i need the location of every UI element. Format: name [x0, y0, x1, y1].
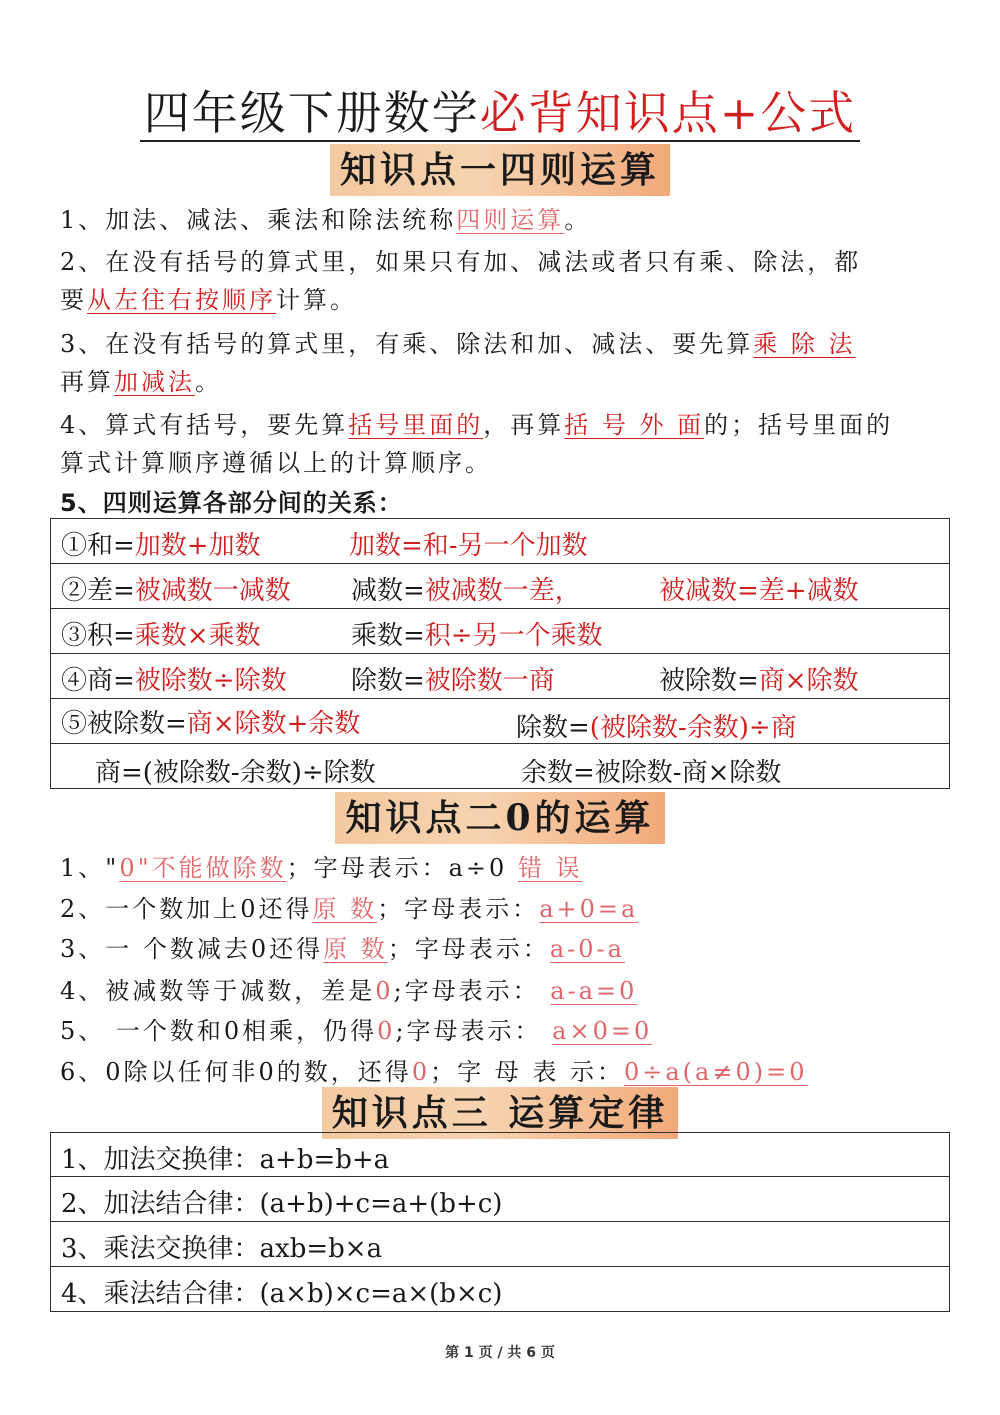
table-row: ③积=乘数×乘数 乘数=积÷另一个乘数 — [51, 609, 949, 654]
section-1-heading: 知识点一四则运算 — [0, 144, 1000, 196]
relations-table — [50, 518, 950, 789]
relations-title: 5、四则运算各部分间的关系： — [60, 489, 403, 517]
laws-table — [50, 1132, 950, 1312]
sec2-item-3: 3、一 个数减去0还得原 数；字母表示：a-0-a — [60, 935, 625, 963]
keyword: 加减法 — [114, 368, 195, 396]
keyword: 从左往右按顺序 — [87, 286, 276, 314]
table-row: ⑤被除数=商×除数+余数 除数=(被除数-余数)÷商 — [51, 699, 949, 744]
title-red: 必背知识点+公式 — [479, 86, 857, 140]
sec2-item-5: 5、 一个数和0相乘，仍得0;字母表示： a×0=0 — [60, 1017, 653, 1045]
page-number: 第 1 页 / 共 6 页 — [445, 1345, 555, 1361]
sec1-item-1: 1、加法、减法、乘法和除法统称四则运算。 — [60, 206, 592, 234]
table-row: 1、加法交换律：a+b=b+a — [51, 1133, 949, 1177]
keyword: 乘 除 法 — [753, 330, 856, 358]
table-row: 2、加法结合律：(a+b)+c=a+(b+c) — [51, 1177, 949, 1222]
sec1-item-4: 4、算式有括号，要先算括号里面的，再算括 号 外 面的；括号里面的 算式计算顺序遵循以上的计算顺序。 — [60, 411, 894, 477]
keyword: 括号里面的 — [348, 411, 484, 439]
sec2-item-4: 4、被减数等于减数，差是0;字母表示： a-a=0 — [60, 977, 638, 1005]
table-row: 4、乘法结合律：(a×b)×c=a×(b×c) — [61, 1279, 503, 1309]
sec1-item-3: 3、在没有括号的算式里，有乘、除法和加、减法、要先算乘 除 法 再算加减法。 — [60, 330, 856, 396]
keyword: 括 号 外 面 — [564, 411, 705, 439]
sec1-item-2: 2、在没有括号的算式里，如果只有加、减法或者只有乘、除法，都 要从左往右按顺序计算。 — [60, 248, 862, 314]
table-row: 商=(被除数-余数)÷除数 余数=被除数-商×除数 — [95, 758, 782, 788]
section-2-heading: 知识点二0的运算 — [0, 792, 1000, 844]
sec2-item-2: 2、一个数加上0还得原 数；字母表示：a+0=a — [60, 895, 639, 923]
title-black: 四年级下册数学 — [143, 86, 480, 140]
section-3-heading: 知识点三 运算定律 — [0, 1087, 1000, 1139]
table-row: ②差=被减数一减数 减数=被减数一差， 被减数=差+减数 — [51, 564, 949, 609]
page-title — [0, 86, 1000, 142]
table-row: ④商=被除数÷除数 除数=被除数一商 被除数=商×除数 — [51, 654, 949, 699]
table-row: 3、乘法交换律：axb=b×a — [51, 1222, 949, 1267]
keyword: 四则运算 — [456, 206, 565, 234]
sec2-item-6: 6、0除以任何非0的数，还得0；字 母 表 示：0÷a(a≠0)=0 — [60, 1058, 808, 1086]
table-row: ①和=加数+加数 加数=和-另一个加数 — [51, 519, 949, 564]
sec2-item-1: 1、"0"不能做除数；字母表示：a÷0 错 误 — [60, 854, 583, 882]
